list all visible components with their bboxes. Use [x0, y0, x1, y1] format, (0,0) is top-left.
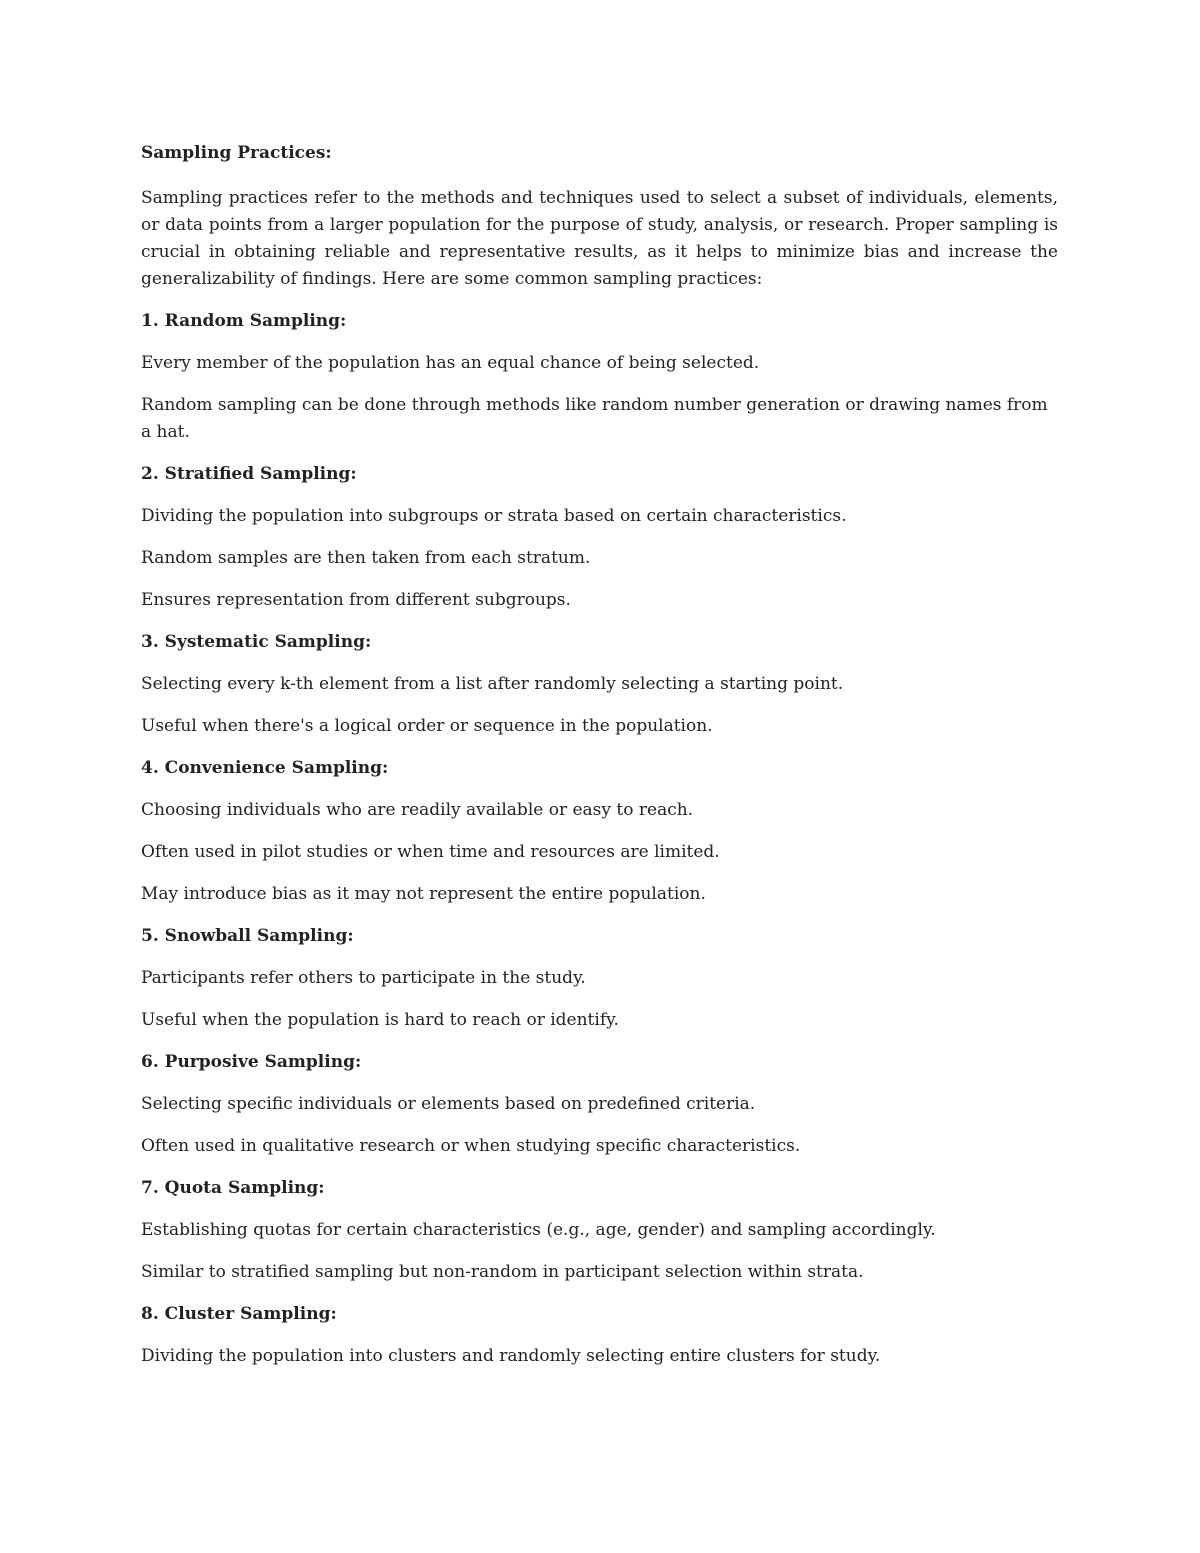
- section-paragraph: Choosing individuals who are readily available or easy to reach.: [141, 800, 694, 820]
- sections-list: [141, 308, 1058, 1370]
- section-6: [141, 1049, 1058, 1160]
- section-paragraph: Every member of the population has an equal chance of being selected.: [141, 353, 760, 373]
- section-paragraph: Random samples are then taken from each stratum.: [141, 548, 591, 568]
- intro-paragraph: Sampling practices refer to the methods and techniques used to select a subset of individuals, elements, or data points from a larger population for the purpose of study, analysis, or research. Proper sampling is crucial in obtaining reliable and representative results, as it helps to minimize bias and increase the generalizability of findings. Here are some common sampling practices:: [141, 188, 1058, 289]
- section-paragraph: Selecting specific individuals or elements based on predefined criteria.: [141, 1094, 756, 1114]
- document-title: Sampling Practices:: [141, 143, 332, 163]
- section-paragraph: Dividing the population into subgroups or strata based on certain characteristics.: [141, 506, 847, 526]
- document-body: [141, 140, 1058, 1385]
- section-paragraph: Useful when there's a logical order or sequence in the population.: [141, 716, 713, 736]
- section-paragraph: May introduce bias as it may not represent the entire population.: [141, 884, 706, 904]
- section-heading: 6. Purposive Sampling:: [141, 1052, 362, 1072]
- section-heading: 8. Cluster Sampling:: [141, 1304, 337, 1324]
- section-paragraph: Ensures representation from different subgroups.: [141, 590, 571, 610]
- section-heading: 4. Convenience Sampling:: [141, 758, 389, 778]
- section-paragraph: Similar to stratified sampling but non-random in participant selection within strata.: [141, 1262, 864, 1282]
- section-paragraph: Dividing the population into clusters and randomly selecting entire clusters for study.: [141, 1346, 881, 1366]
- section-heading: 7. Quota Sampling:: [141, 1178, 325, 1198]
- section-5: [141, 923, 1058, 1034]
- section-paragraph: Often used in pilot studies or when time and resources are limited.: [141, 842, 720, 862]
- section-paragraph: Useful when the population is hard to reach or identify.: [141, 1010, 619, 1030]
- section-paragraph: Often used in qualitative research or when studying specific characteristics.: [141, 1136, 801, 1156]
- section-3: [141, 629, 1058, 740]
- section-heading: 2. Stratified Sampling:: [141, 464, 357, 484]
- section-4: [141, 755, 1058, 908]
- section-7: [141, 1175, 1058, 1286]
- section-paragraph: Participants refer others to participate in the study.: [141, 968, 586, 988]
- section-paragraph: Selecting every k-th element from a list after randomly selecting a starting point.: [141, 674, 844, 694]
- section-8: [141, 1301, 1058, 1370]
- section-heading: 5. Snowball Sampling:: [141, 926, 354, 946]
- section-1: [141, 308, 1058, 446]
- section-heading: 1. Random Sampling:: [141, 311, 347, 331]
- section-paragraph: Random sampling can be done through methods like random number generation or drawing names from a hat.: [141, 395, 1048, 442]
- section-2: [141, 461, 1058, 614]
- section-paragraph: Establishing quotas for certain characteristics (e.g., age, gender) and sampling accordingly.: [141, 1220, 936, 1240]
- section-heading: 3. Systematic Sampling:: [141, 632, 372, 652]
